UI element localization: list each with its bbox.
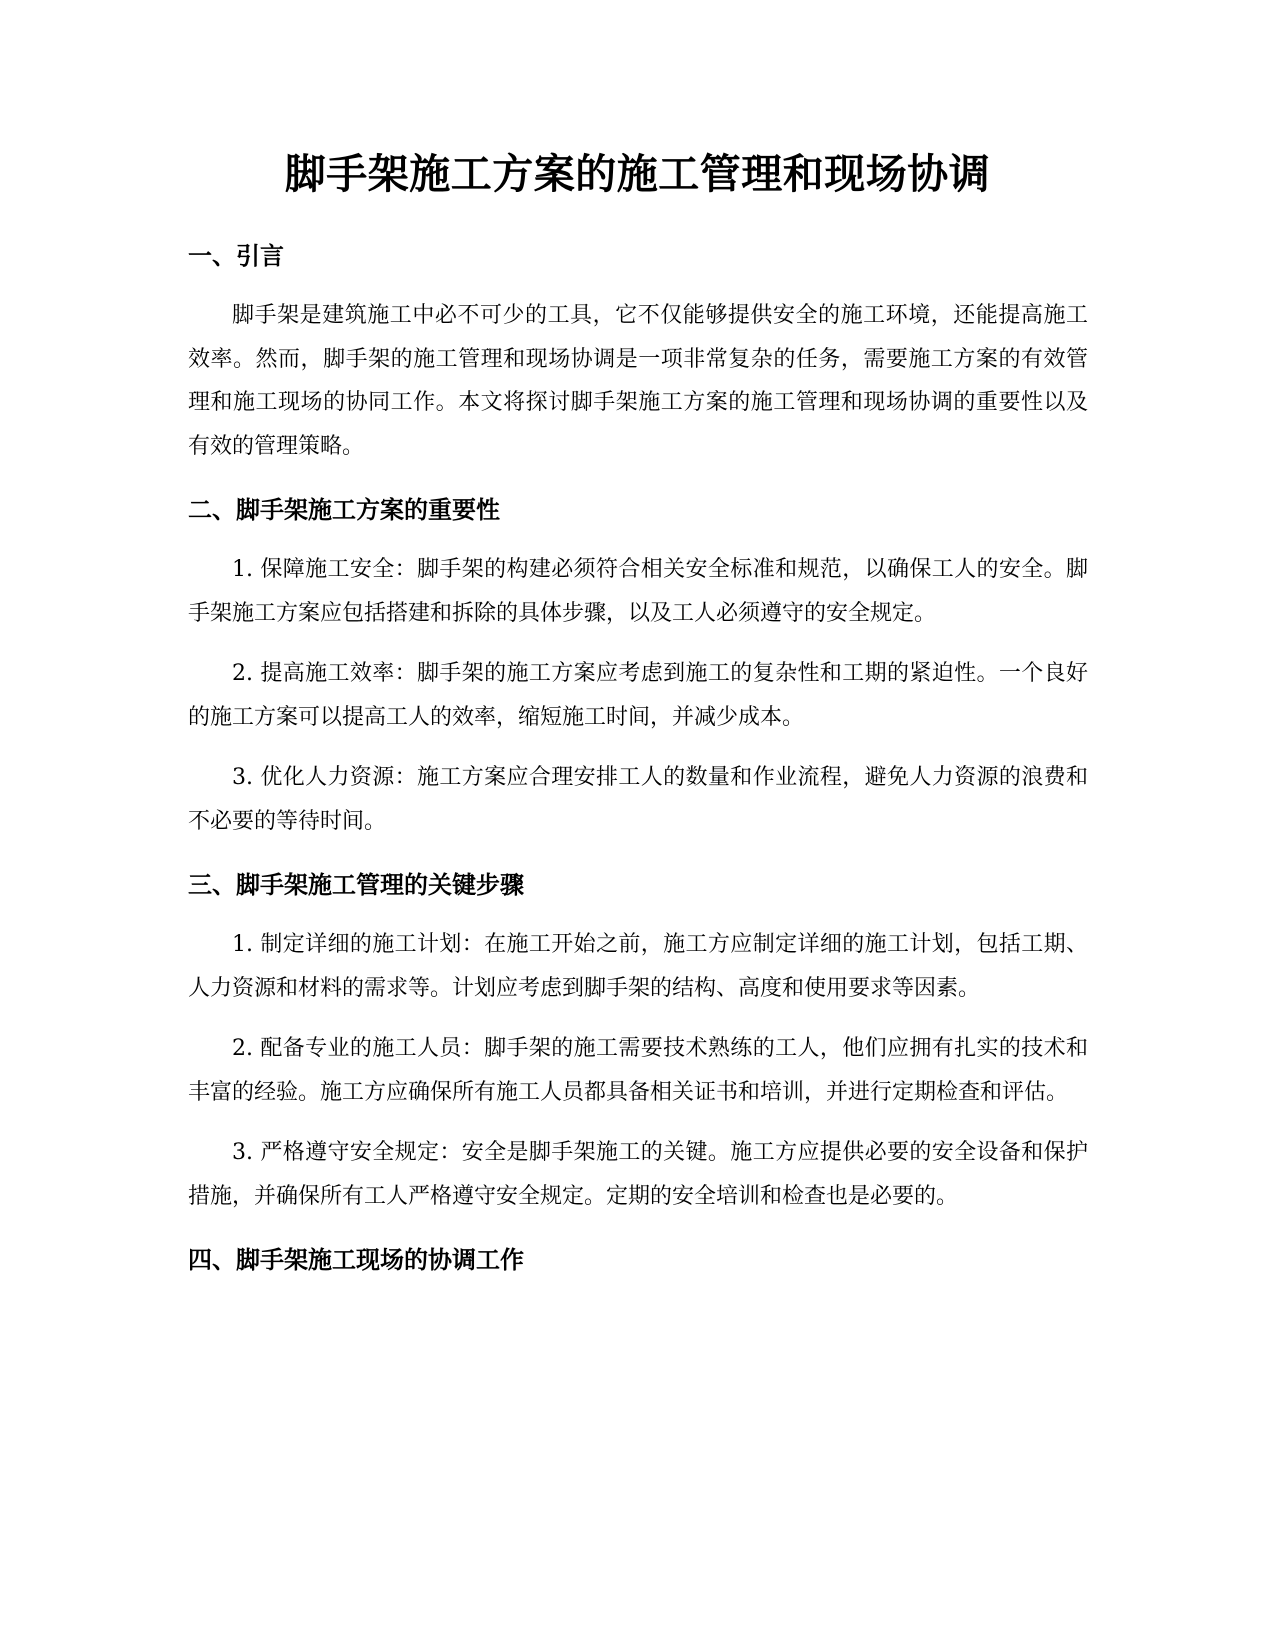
section-heading: 二、脚手架施工方案的重要性 (188, 496, 500, 524)
section-key-steps (188, 869, 1088, 1218)
paragraph: 3. 优化人力资源：施工方案应合理安排工人的数量和作业流程，避免人力资源的浪费和不必要的等待时间。 (188, 765, 1088, 834)
section-introduction (188, 240, 1088, 468)
section-site-coordination (188, 1244, 1088, 1276)
paragraph: 2. 配备专业的施工人员：脚手架的施工需要技术熟练的工人，他们应拥有扎实的技术和丰富的经验。施工方应确保所有施工人员都具备相关证书和培训，并进行定期检查和评估。 (188, 1036, 1088, 1105)
section-heading: 三、脚手架施工管理的关键步骤 (188, 871, 524, 899)
paragraph: 1. 保障施工安全：脚手架的构建必须符合相关安全标准和规范，以确保工人的安全。脚手架施工方案应包括搭建和拆除的具体步骤，以及工人必须遵守的安全规定。 (188, 557, 1088, 626)
document-title: 脚手架施工方案的施工管理和现场协调 (284, 150, 991, 198)
section-heading: 四、脚手架施工现场的协调工作 (188, 1246, 524, 1274)
paragraph: 1. 制定详细的施工计划：在施工开始之前，施工方应制定详细的施工计划，包括工期、人力资源和材料的需求等。计划应考虑到脚手架的结构、高度和使用要求等因素。 (188, 932, 1088, 1001)
paragraph: 脚手架是建筑施工中必不可少的工具，它不仅能够提供安全的施工环境，还能提高施工效率。然而，脚手架的施工管理和现场协调是一项非常复杂的任务，需要施工方案的有效管理和施工现场的协同工作。本文将探讨脚手架施工方案的施工管理和现场协调的重要性以及有效的管理策略。 (188, 303, 1088, 459)
paragraph: 2. 提高施工效率：脚手架的施工方案应考虑到施工的复杂性和工期的紧迫性。一个良好的施工方案可以提高工人的效率，缩短施工时间，并减少成本。 (188, 661, 1088, 730)
section-importance (188, 494, 1088, 843)
section-heading: 一、引言 (188, 242, 284, 270)
document-body (188, 240, 1088, 1298)
paragraph: 3. 严格遵守安全规定：安全是脚手架施工的关键。施工方应提供必要的安全设备和保护措施，并确保所有工人严格遵守安全规定。定期的安全培训和检查也是必要的。 (188, 1140, 1088, 1209)
